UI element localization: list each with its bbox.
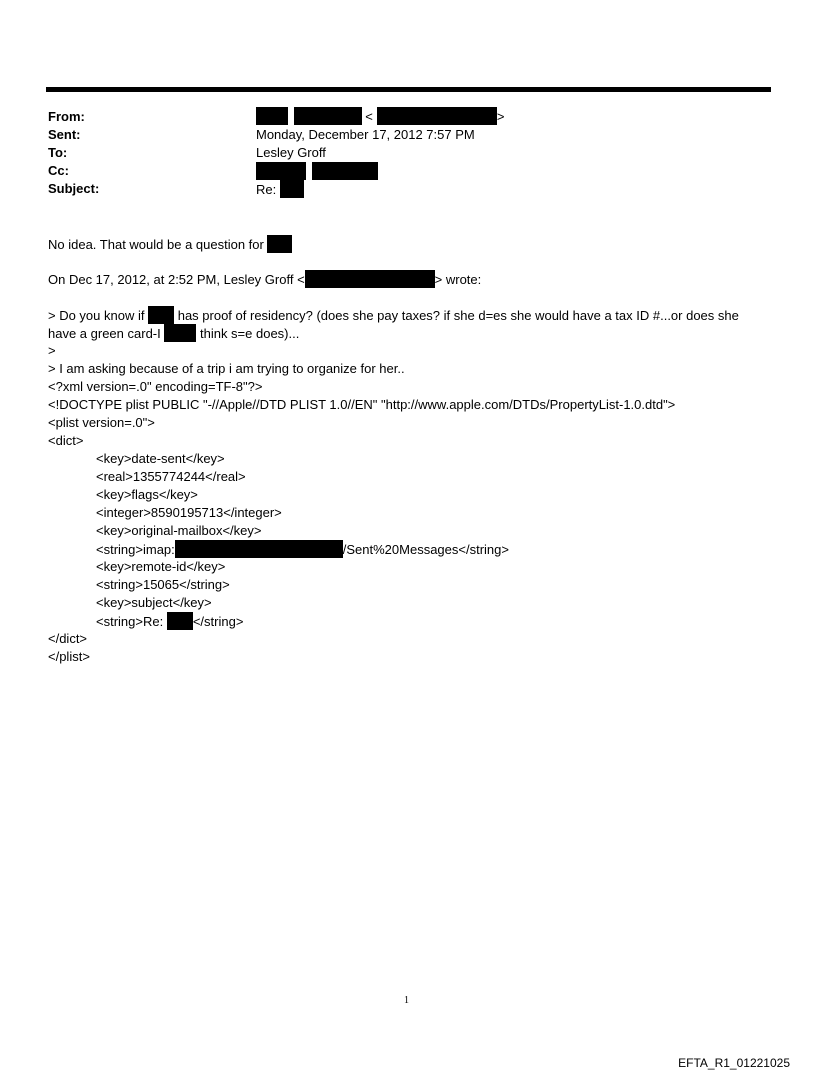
redaction-block [256, 162, 306, 180]
xml-line: <!DOCTYPE plist PUBLIC "-//Apple//DTD PLIST 1.0//EN" "http://www.apple.com/DTDs/PropertyList-1.0.dtd"> [48, 397, 676, 412]
xml-line: <key>subject</key> [96, 595, 212, 610]
xml-line: <string>15065</string> [96, 577, 230, 592]
xml-line: </plist> [48, 649, 90, 664]
xml-line: <key>flags</key> [96, 487, 198, 502]
quoted-text: think s=e does)... [199, 326, 300, 341]
xml-line: <plist version=.0"> [48, 415, 155, 430]
cc-label: Cc: [48, 163, 69, 178]
quoted-line [48, 306, 739, 324]
redaction-block [280, 180, 304, 198]
subject-value [256, 180, 304, 198]
subject-prefix: Re: [256, 182, 277, 197]
xml-text: <string>Re: [96, 614, 167, 629]
redaction-block [175, 540, 343, 558]
quoted-line: > I am asking because of a trip i am trying to organize for her.. [48, 361, 405, 376]
redaction-block [305, 270, 435, 288]
redaction-block [267, 235, 292, 253]
sent-label: Sent: [48, 127, 81, 142]
redaction-block [294, 107, 362, 125]
quoted-text: > Do you know if [48, 308, 145, 323]
redaction-block [256, 107, 288, 125]
xml-line: <key>remote-id</key> [96, 559, 226, 574]
from-value [256, 107, 504, 125]
reply-line [48, 235, 292, 253]
header-rule [46, 87, 771, 92]
xml-line: <real>1355774244</real> [96, 469, 246, 484]
quoted-line [48, 324, 299, 342]
xml-line: <key>date-sent</key> [96, 451, 225, 466]
sent-value: Monday, December 17, 2012 7:57 PM [256, 127, 475, 142]
xml-text: /Sent%20Messages</string> [342, 542, 509, 557]
redaction-block [148, 306, 174, 324]
xml-text: <string>imap: [96, 542, 175, 557]
xml-line [96, 612, 243, 630]
xml-line: <dict> [48, 433, 84, 448]
xml-text: </string> [192, 614, 244, 629]
from-lt: < [365, 109, 373, 124]
quote-intro-text: On Dec 17, 2012, at 2:52 PM, Lesley Groff < [48, 272, 305, 287]
cc-value [256, 162, 378, 180]
xml-line: <integer>8590195713</integer> [96, 505, 282, 520]
to-label: To: [48, 145, 68, 160]
to-value: Lesley Groff [256, 145, 326, 160]
quoted-line: > [48, 343, 56, 358]
from-gt: > [496, 109, 505, 124]
reply-text: No idea. That would be a question for [48, 237, 264, 252]
redaction-block [377, 107, 497, 125]
bates-number: EFTA_R1_01221025 [678, 1056, 790, 1070]
xml-line: <key>original-mailbox</key> [96, 523, 262, 538]
xml-line: </dict> [48, 631, 88, 646]
subject-label: Subject: [48, 181, 100, 196]
redaction-block [164, 324, 196, 342]
redaction-block [312, 162, 378, 180]
redaction-block [167, 612, 193, 630]
quote-intro-text: > wrote: [434, 272, 482, 287]
quoted-text: has proof of residency? (does she pay taxes? if she d=es she would have a tax ID #...or does she [177, 308, 739, 323]
quoted-text: have a green card-I [48, 326, 161, 341]
quote-intro [48, 270, 481, 288]
from-label: From: [48, 109, 85, 124]
xml-line: <?xml version=.0" encoding=TF-8"?> [48, 379, 263, 394]
xml-line [96, 540, 509, 558]
page-number: 1 [404, 995, 409, 1006]
